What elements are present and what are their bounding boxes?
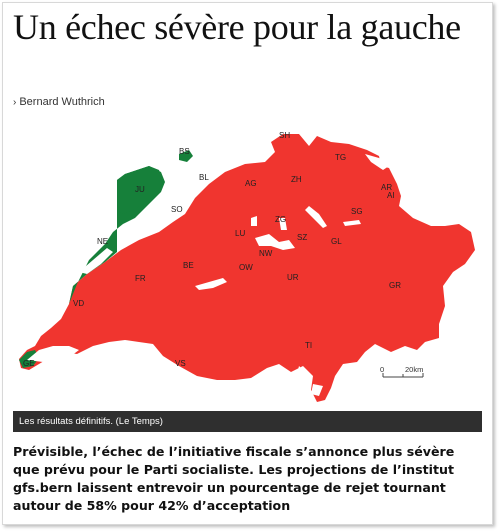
canton-label-ar: AR [381,183,393,192]
canton-label-vd: VD [73,299,85,308]
canton-label-gr: GR [389,281,401,290]
scale-bar [380,365,423,377]
canton-label-so: SO [171,205,183,214]
referendum-map [13,114,482,411]
canton-label-ne: NE [97,237,109,246]
author-link[interactable]: Bernard Wuthrich [19,96,105,108]
map-caption: Les résultats définitifs. (Le Temps) [13,411,482,432]
canton-label-gl: GL [331,237,342,246]
canton-label-ai: AI [387,191,395,200]
article-headline: Un échec sévère pour la gauche [13,7,461,47]
byline-arrow-icon: › [13,97,17,108]
canton-label-ti: TI [305,341,313,350]
canton-label-fr: FR [135,274,146,283]
canton-label-bs: BS [179,147,190,156]
canton-label-sz: SZ [297,233,308,242]
canton-label-vs: VS [175,359,186,368]
lake-biel [117,236,129,246]
byline [13,96,105,108]
canton-label-bl: BL [199,173,209,182]
canton-label-ur: UR [287,273,299,282]
canton-label-ag: AG [245,179,257,188]
canton-label-ge: GE [23,359,35,368]
canton-label-zh: ZH [291,175,302,184]
canton-label-tg: TG [335,153,347,162]
canton-label-sh: SH [279,131,291,140]
scale-start: 0 [380,365,385,374]
switzerland-map-svg [13,114,482,411]
canton-label-lu: LU [235,229,246,238]
article-lead: Prévisible, l’échec de l’initiative fiscale s’annonce plus sévère que prévu pour le Parti socialiste. Les projections de l’institut gfs.bern laissent entrevoir un pourcentage de rejet tournant autour de 58% pour 42% d’acceptation [13,444,455,513]
canton-label-sg: SG [351,207,363,216]
canton-label-zg: ZG [275,215,287,224]
canton-label-be: BE [183,261,194,270]
canton-label-ju: JU [135,185,145,194]
scale-end: 20km [405,365,424,374]
canton-label-ow: OW [239,263,253,272]
canton-label-nw: NW [259,249,273,258]
